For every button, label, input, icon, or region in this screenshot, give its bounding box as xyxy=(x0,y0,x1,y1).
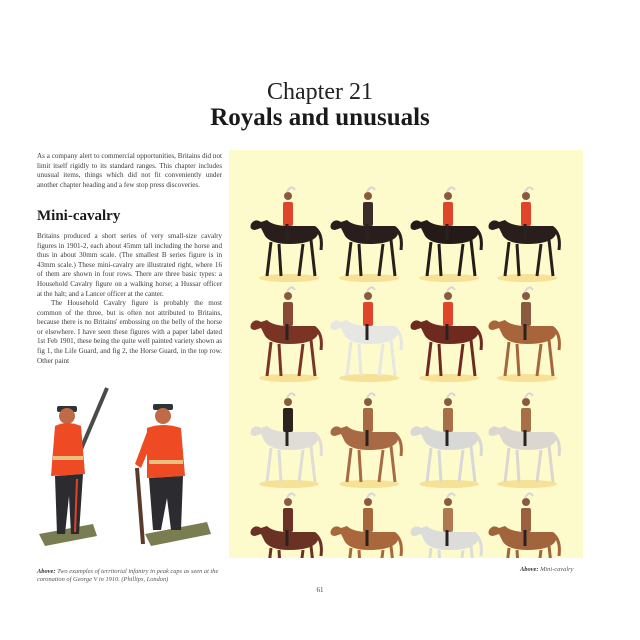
cavalry-figure xyxy=(411,393,482,488)
intro-paragraph: As a company alert to commercial opportunities, Britains did not limit itself rigidly to its standard ranges. This chapter includes unusual items, things which did not fit conveniently under another chapter heading and a few stop press discoveries. xyxy=(37,152,222,189)
left-photo-caption xyxy=(37,568,227,585)
cavalry-figure xyxy=(331,187,402,282)
body-paragraph-1: Britains produced a short series of very small-size cavalry figures in 1901-2, each about 45mm tall including the horse and thus in about 30mm scale. (The smallest B series figure is in 43mm scale.) These mini-cavalry are illustrated right, where 16 of them are shown in four rows. There are three basic types: a Household Cavalry figure on a walking horse; a Hussar officer at the halt; and a Lancer officer at the canter. xyxy=(37,232,222,298)
caption-label: Above: xyxy=(37,568,56,575)
soldier-1-figure xyxy=(39,388,107,546)
cavalry-figure xyxy=(251,187,322,282)
caption-text: Mini-cavalry xyxy=(540,566,574,573)
page-number: 61 xyxy=(316,586,324,594)
cavalry-figure xyxy=(411,187,482,282)
cavalry-figure xyxy=(489,287,560,382)
caption-text: Two examples of territorial infantry in peak caps as seen at the coronation of George V in 1910. (Phillips, London) xyxy=(37,568,219,584)
mini-cavalry-photo xyxy=(229,150,583,558)
cavalry-figure xyxy=(331,493,402,558)
cavalry-figure xyxy=(411,493,482,558)
cavalry-figure xyxy=(251,287,322,382)
infantry-soldiers-photo xyxy=(35,384,225,556)
cavalry-figure xyxy=(489,187,560,282)
cavalry-figure xyxy=(489,393,560,488)
caption-label: Above: xyxy=(520,566,539,573)
cavalry-figure xyxy=(331,393,402,488)
section-heading: Mini-cavalry xyxy=(37,208,121,224)
cavalry-figure xyxy=(411,287,482,382)
cavalry-figure xyxy=(489,493,560,558)
soldier-2-figure xyxy=(135,404,211,546)
chapter-title: Royals and unusuals xyxy=(210,104,430,131)
cavalry-figure xyxy=(331,287,402,382)
cavalry-figure xyxy=(251,393,322,488)
chapter-number: Chapter 21 xyxy=(267,79,373,105)
body-paragraph-2: The Household Cavalry figure is probably the most common of the three, but is often not attributed to Britains, because there is no Britains' embossing on the belly of the horse or elsewhere. I have seen these figures with a paper label dated 1st Feb 1901, these being the quite well painted variety shown as fig 1, the Life Guard, and fig 2, the Horse Guard, in the top row. Other paint xyxy=(37,299,222,365)
right-photo-caption xyxy=(520,566,573,573)
cavalry-figures xyxy=(229,150,583,558)
cavalry-figure xyxy=(251,493,322,558)
